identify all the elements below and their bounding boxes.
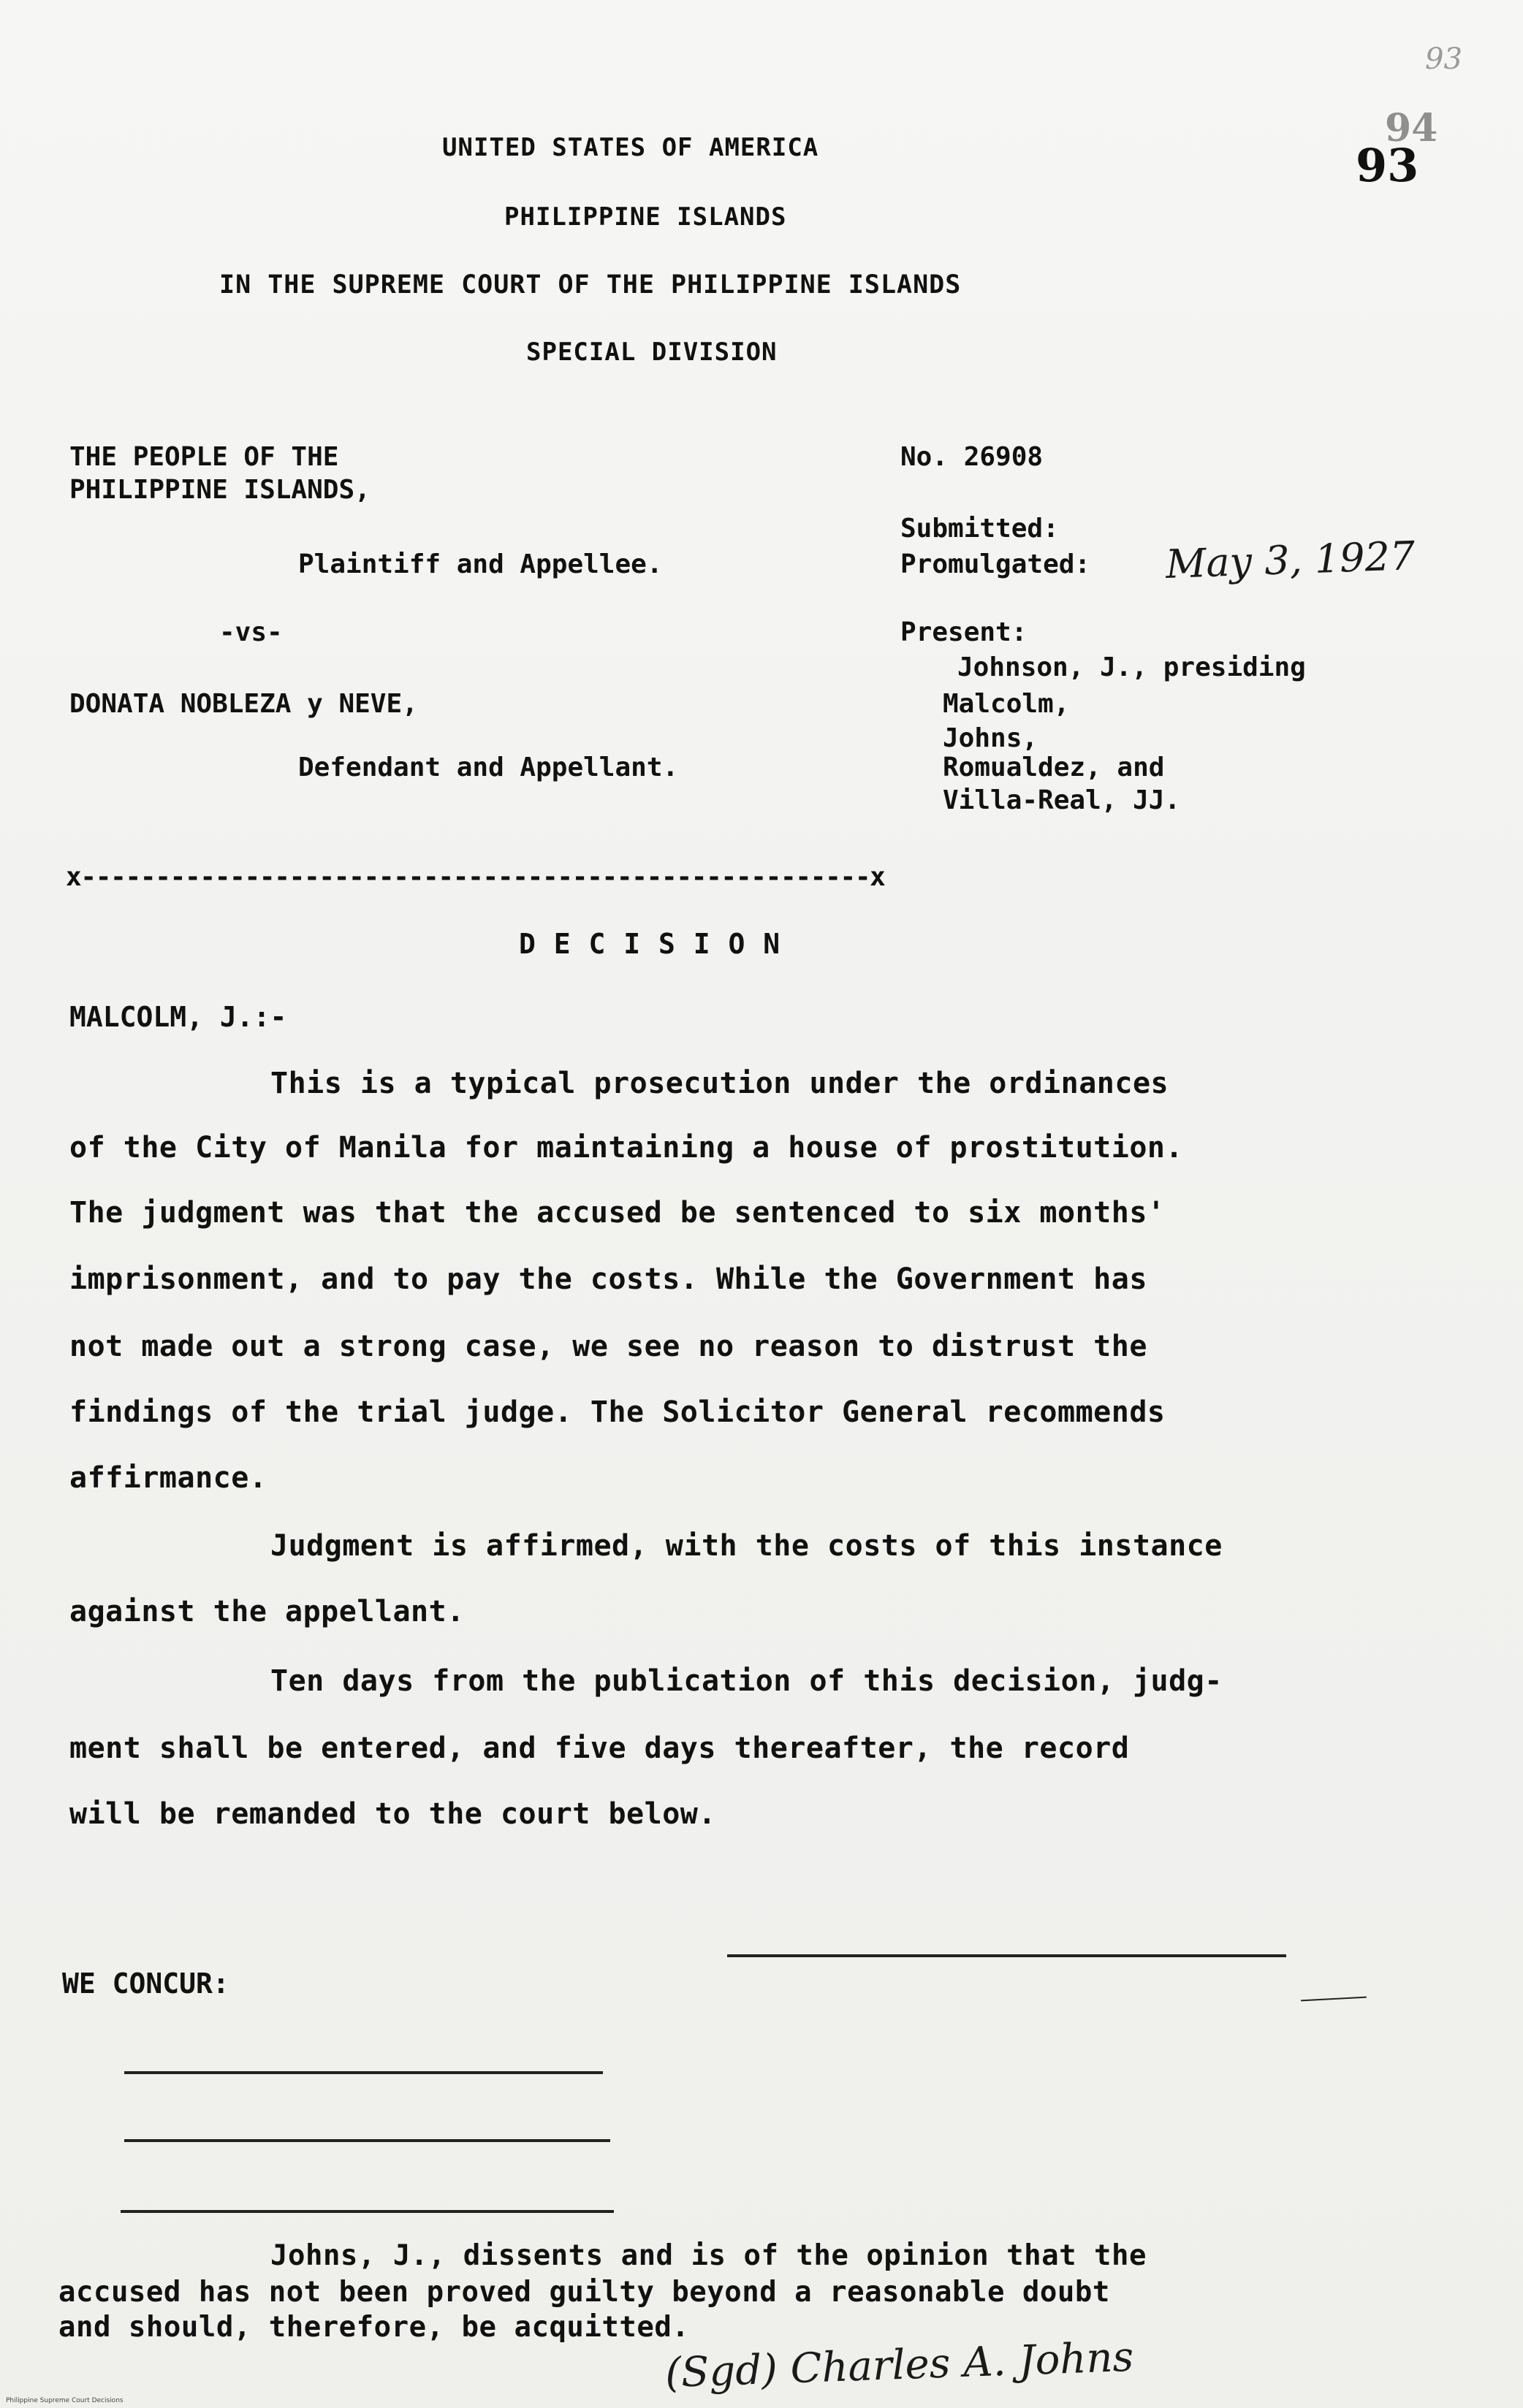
header-islands: PHILIPPINE ISLANDS	[504, 202, 787, 232]
dissent-line: and should, therefore, be acquitted.	[58, 2311, 690, 2344]
page-number: 93	[1356, 139, 1419, 192]
signature-line-main-tail	[1301, 1997, 1367, 2002]
handwritten-signature: (Sgd) Charles A. Johns	[664, 2333, 1135, 2398]
plaintiff-name-line2: PHILIPPINE ISLANDS,	[69, 475, 371, 505]
paragraph-1-line: not made out a strong case, we see no reason to distrust the	[69, 1330, 1147, 1363]
signature-line-concur-1	[124, 2071, 603, 2074]
defendant-name: DONATA NOBLEZA y NEVE,	[69, 689, 418, 719]
justice-johnson: Johnson, J., presiding	[957, 652, 1306, 682]
paragraph-1-line: The judgment was that the accused be sentenced to six months'	[69, 1196, 1166, 1230]
paragraph-3-line: will be remanded to the court below.	[69, 1797, 716, 1831]
paragraph-1-line: of the City of Manila for maintaining a house of prostitution.	[69, 1131, 1184, 1165]
justice-johns: Johns,	[943, 723, 1038, 753]
versus-label: -vs-	[219, 617, 283, 647]
paragraph-2-line: Judgment is affirmed, with the costs of this instance	[270, 1529, 1223, 1563]
dissent-line: accused has not been proved guilty beyond a reasonable doubt	[58, 2276, 1110, 2309]
bleed-through-text	[234, 124, 251, 156]
dissent-line: Johns, J., dissents and is of the opinion that the	[270, 2239, 1147, 2272]
header-country: UNITED STATES OF AMERICA	[442, 133, 819, 162]
header-division: SPECIAL DIVISION	[526, 338, 778, 367]
promulgated-date-handwritten: May 3, 1927	[1165, 533, 1416, 587]
paragraph-1-line: findings of the trial judge. The Solicitor General recommends	[69, 1395, 1166, 1429]
faint-page-number: 93	[1425, 42, 1462, 76]
paragraph-1-line: imprisonment, and to pay the costs. While the Government has	[69, 1262, 1147, 1296]
paragraph-1-line: affirmance.	[69, 1461, 267, 1495]
header-court: IN THE SUPREME COURT OF THE PHILIPPINE ISLANDS	[219, 270, 962, 300]
signature-line-concur-2	[124, 2139, 610, 2142]
case-number: No. 26908	[900, 442, 1044, 472]
paragraph-2-line: against the appellant.	[69, 1595, 465, 1628]
caption-separator: x-----------------------------------------------------x	[66, 862, 885, 892]
justice-romualdez: Romualdez, and	[943, 752, 1165, 782]
plaintiff-role: Plaintiff and Appellee.	[298, 549, 663, 579]
decision-title: D E C I S I O N	[519, 928, 781, 960]
we-concur-label: WE CONCUR:	[62, 1967, 229, 2000]
justice-malcolm: Malcolm,	[943, 689, 1070, 719]
present-label: Present:	[900, 617, 1028, 647]
decision-author: MALCOLM, J.:-	[69, 1001, 287, 1033]
paragraph-3-line: Ten days from the publication of this decision, judg-	[270, 1664, 1223, 1698]
paragraph-1-line: This is a typical prosecution under the ordinances	[270, 1067, 1169, 1100]
submitted-label: Submitted:	[900, 514, 1059, 544]
promulgated-label: Promulgated:	[900, 549, 1091, 579]
signature-line-concur-3	[121, 2210, 614, 2213]
defendant-role: Defendant and Appellant.	[298, 752, 679, 782]
justice-villa-real: Villa-Real, JJ.	[943, 785, 1181, 815]
paragraph-3-line: ment shall be entered, and five days thereafter, the record	[69, 1731, 1130, 1765]
footer-scan-text: Philippine Supreme Court Decisions	[6, 2397, 124, 2404]
faint-page-number-2: 94	[1385, 106, 1438, 150]
plaintiff-name-line1: THE PEOPLE OF THE	[69, 442, 339, 472]
signature-line-main	[727, 1954, 1286, 1957]
